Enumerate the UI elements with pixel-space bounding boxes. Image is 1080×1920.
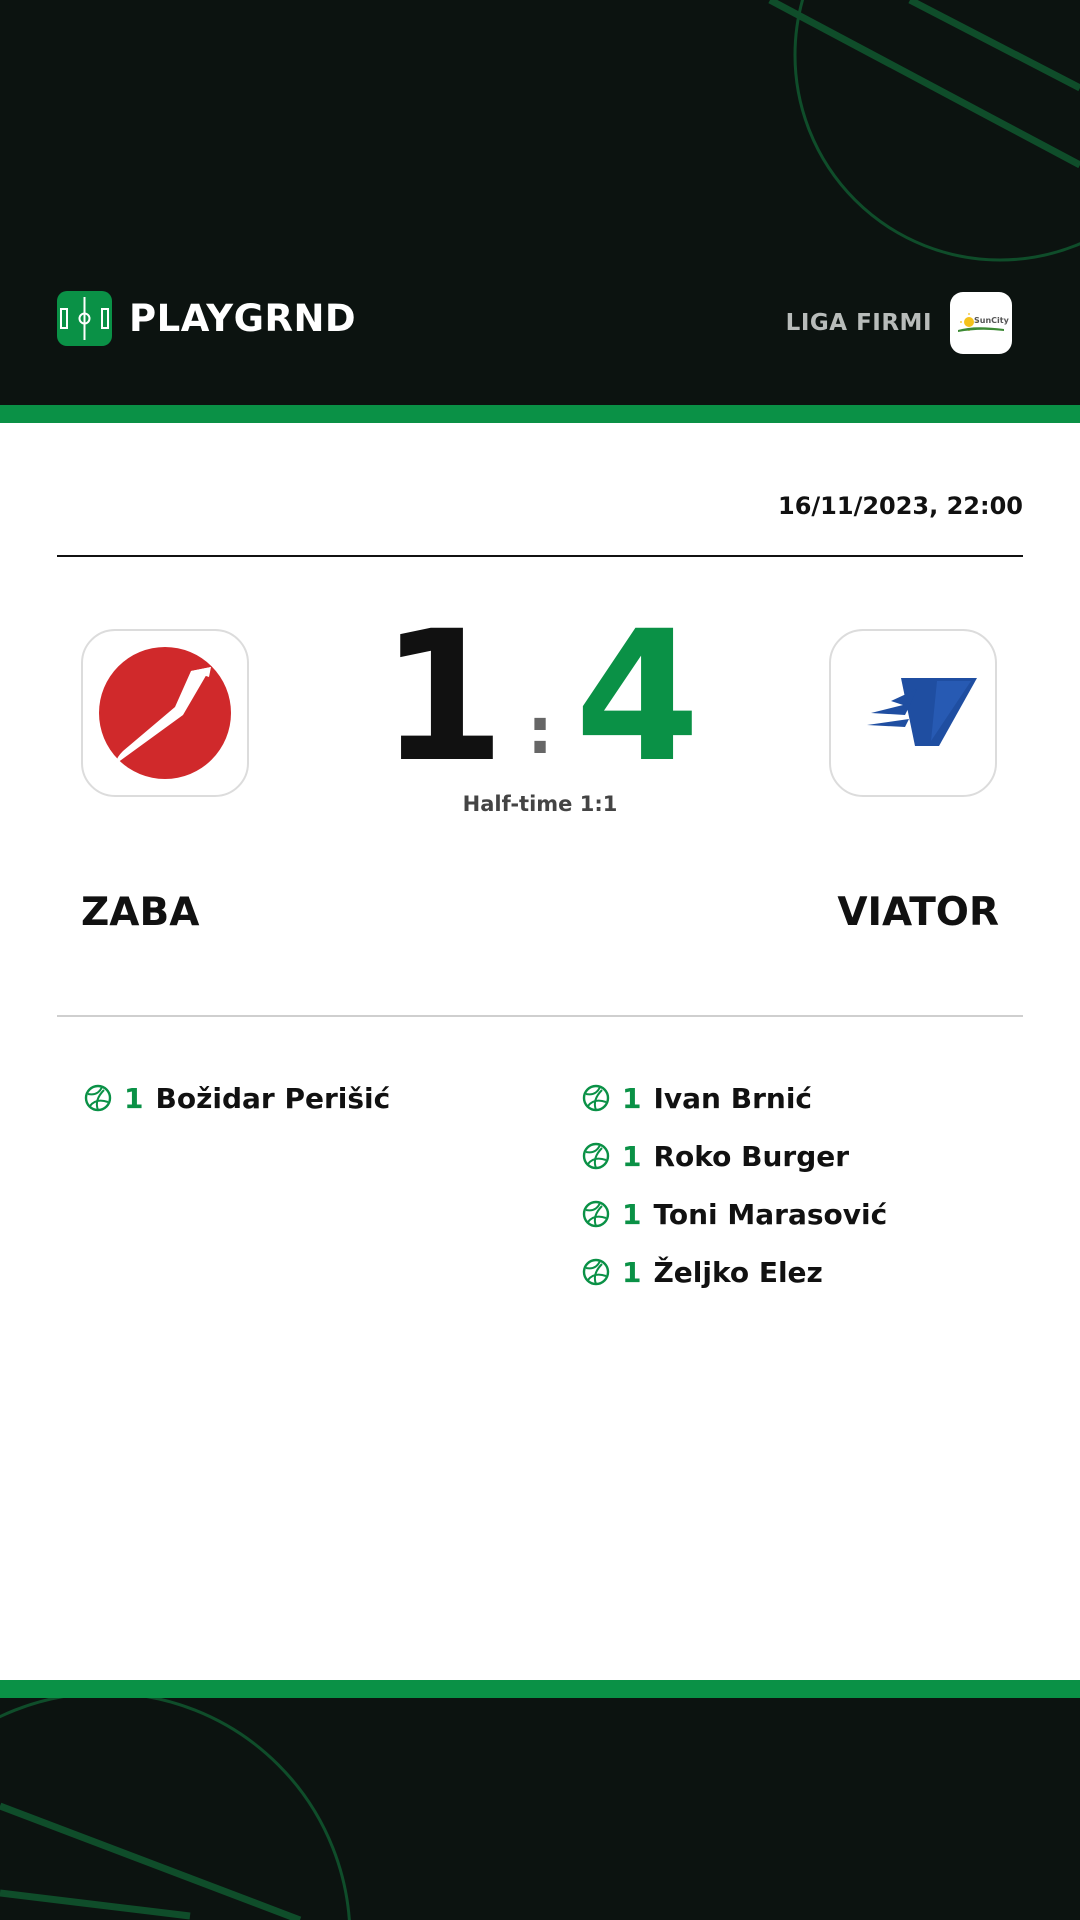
match-datetime: 16/11/2023, 22:00 <box>778 492 1023 520</box>
header <box>0 0 1080 405</box>
home-team-logo[interactable] <box>81 629 249 797</box>
player-name: Željko Elez <box>653 1255 823 1289</box>
ball-icon <box>582 1258 610 1286</box>
brand-name: PLAYGRND <box>129 297 357 340</box>
league-name: LIGA FIRMI <box>785 310 932 336</box>
ball-icon <box>582 1084 610 1112</box>
away-team-logo[interactable] <box>829 629 997 797</box>
home-scorers <box>84 1069 390 1127</box>
away-score: 4 <box>574 593 701 802</box>
brand[interactable] <box>57 291 356 346</box>
scoreboard <box>379 593 701 802</box>
score-separator: : <box>527 695 553 769</box>
league-logo-text: SunCity <box>974 316 1009 325</box>
pitch-icon <box>57 291 112 346</box>
league[interactable] <box>786 292 1012 354</box>
scorer-row <box>582 1069 887 1127</box>
league-logo <box>950 292 1012 354</box>
goal-count: 1 <box>622 1081 642 1115</box>
divider <box>57 1015 1023 1017</box>
scorer-row <box>84 1069 390 1127</box>
goal-count: 1 <box>622 1197 642 1231</box>
halftime-score: Half-time 1:1 <box>462 792 618 816</box>
home-score: 1 <box>379 593 506 802</box>
accent-bar-bottom <box>0 1680 1080 1698</box>
ball-icon <box>582 1200 610 1228</box>
scorer-row <box>582 1127 887 1185</box>
footer <box>0 1698 1080 1920</box>
scorer-row <box>582 1185 887 1243</box>
scorer-row <box>582 1243 887 1301</box>
home-team-name: ZABA <box>81 890 200 935</box>
away-team-name: VIATOR <box>837 890 999 935</box>
divider <box>57 555 1023 557</box>
goal-count: 1 <box>622 1139 642 1173</box>
player-name: Božidar Perišić <box>155 1081 391 1115</box>
player-name: Toni Marasović <box>653 1197 888 1231</box>
pitch-lines-decoration <box>0 1698 1080 1920</box>
accent-bar-top <box>0 405 1080 423</box>
player-name: Ivan Brnić <box>653 1081 813 1115</box>
ball-icon <box>84 1084 112 1112</box>
away-scorers <box>582 1069 887 1301</box>
player-name: Roko Burger <box>653 1139 850 1173</box>
goal-count: 1 <box>622 1255 642 1289</box>
ball-icon <box>582 1142 610 1170</box>
goal-count: 1 <box>124 1081 144 1115</box>
